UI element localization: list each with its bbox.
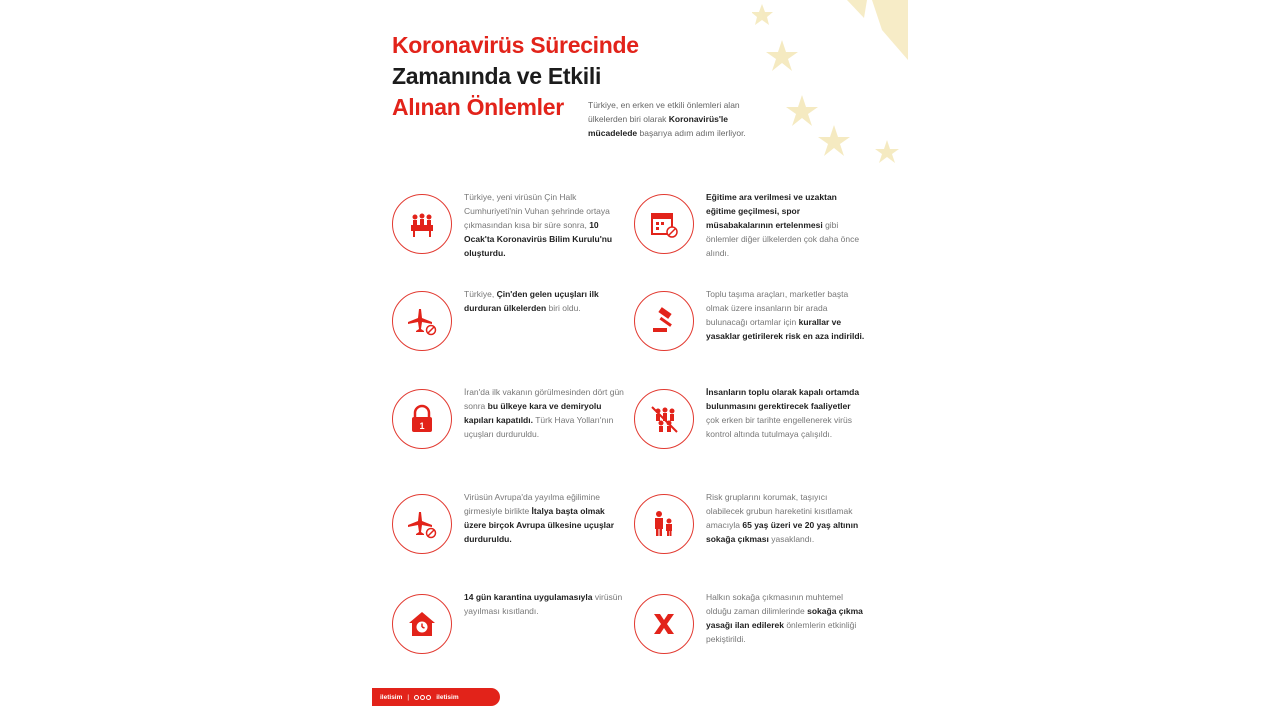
intro-post: başarıya adım adım ilerliyor. bbox=[637, 128, 746, 138]
measure-text-bold: sokağa çıkma yasağı ilan edilerek bbox=[706, 606, 863, 630]
intro-pre: Türkiye, en erken ve etkili önlemleri alan ülkelerden biri olarak bbox=[588, 100, 740, 124]
measure-text bbox=[464, 385, 624, 441]
title-line-2: Zamanında ve Etkili bbox=[392, 63, 602, 89]
measure-text bbox=[464, 190, 624, 260]
measure-text-bold: kurallar ve yasaklar getirilerek risk en aza indirildi. bbox=[706, 317, 865, 341]
plane-ban-icon bbox=[392, 494, 452, 554]
crowd-ban-icon bbox=[634, 389, 694, 449]
title-line-1: Koronavirüs Sürecinde bbox=[392, 32, 639, 58]
measure-text-bold: bu ülkeye kara ve demiryolu kapıları kapatıldı. bbox=[464, 401, 602, 425]
gavel-icon bbox=[634, 291, 694, 351]
lock-icon bbox=[392, 389, 452, 449]
family-icon bbox=[634, 494, 694, 554]
measure-item bbox=[634, 590, 874, 670]
intro-text bbox=[588, 98, 758, 140]
infographic-poster bbox=[372, 0, 908, 720]
calendar-cancel-icon bbox=[634, 194, 694, 254]
measure-text bbox=[706, 287, 866, 343]
measure-item bbox=[634, 287, 874, 367]
measure-text-part: İran'da ilk vakanın görülmesinden dört gün sonra bbox=[464, 387, 624, 411]
measure-text-part: gibi önlemler diğer ülkelerden çok daha önce alındı. bbox=[706, 220, 860, 258]
x-mark-icon bbox=[634, 594, 694, 654]
measure-text-part: Halkın sokağa çıkmasının muhtemel olduğu zaman dilimlerinde bbox=[706, 592, 844, 616]
meeting-icon bbox=[392, 194, 452, 254]
measure-text-bold: İtalya başta olmak üzere birçok Avrupa ülkesine uçuşlar durduruldu. bbox=[464, 506, 615, 544]
measure-item bbox=[392, 385, 632, 465]
measure-text bbox=[706, 590, 866, 646]
measure-text-bold: 10 Ocak'ta Koronavirüs Bilim Kurulu'nu oluşturdu. bbox=[464, 220, 613, 258]
footer-separator: | bbox=[407, 693, 410, 701]
measure-text-part: çok erken bir tarihte engellenerek virüs kontrol altında tutulmaya çalışıldı. bbox=[706, 415, 852, 439]
measure-text bbox=[706, 190, 866, 260]
measure-text-part: Türkiye, bbox=[464, 289, 497, 299]
star-rays-icon bbox=[752, 0, 908, 170]
measure-text bbox=[464, 490, 624, 546]
intro-bold: Koronavirüs'le mücadelede bbox=[588, 114, 728, 138]
measure-text-part: Türkiye, yeni virüsün Çin Halk Cumhuriyeti'nin Vuhan şehrinde ortaya çıkmasından kısa bir süre sonra, bbox=[464, 192, 610, 230]
measure-text bbox=[706, 385, 866, 441]
measure-item bbox=[634, 190, 874, 270]
title-line-3: Alınan Önlemler bbox=[392, 94, 564, 120]
measure-text-bold: İnsanların toplu olarak kapalı ortamda bulunmasını gerektirecek faaliyetler bbox=[706, 387, 860, 411]
measure-text-part: Toplu taşıma araçları, marketler başta olmak üzere insanların bir arada bulunacağı ortamlar için bbox=[706, 289, 849, 327]
measure-item bbox=[392, 190, 632, 270]
home-clock-icon bbox=[392, 594, 452, 654]
measure-item bbox=[392, 590, 632, 670]
measure-item bbox=[634, 490, 874, 570]
measure-text bbox=[706, 490, 866, 546]
footer-left-text: iletisim bbox=[380, 693, 403, 701]
measure-item bbox=[392, 287, 632, 367]
measure-text-part: Virüsün Avrupa'da yayılma eğilimine girmesiyle birlikte bbox=[464, 492, 600, 516]
measure-text-part: Risk gruplarını korumak, taşıyıcı olabilecek grubun hareketini kısıtlamak amacıyla bbox=[706, 492, 853, 530]
plane-ban-icon bbox=[392, 291, 452, 351]
measure-text bbox=[464, 590, 624, 618]
measure-item bbox=[634, 385, 874, 465]
measure-text-bold: 14 gün karantina uygulamasıyla bbox=[464, 592, 593, 602]
measure-text-part: biri oldu. bbox=[546, 303, 581, 313]
measure-text-part: önlemlerin etkinliği pekiştirildi. bbox=[706, 620, 857, 644]
brand-circles-icon bbox=[414, 695, 431, 700]
measure-text-bold: Eğitime ara verilmesi ve uzaktan eğitime geçilmesi, spor müsabakalarının ertelenmesi bbox=[706, 192, 837, 230]
measure-text bbox=[464, 287, 624, 315]
measure-item bbox=[392, 490, 632, 570]
footer-bar bbox=[372, 688, 500, 706]
measure-text-part: Türk Hava Yolları'nın uçuşları durduruldu. bbox=[464, 415, 614, 439]
measure-text-part: virüsün yayılması kısıtlandı. bbox=[464, 592, 623, 616]
footer-right-text: iletisim bbox=[436, 693, 459, 701]
measure-text-bold: 65 yaş üzeri ve 20 yaş altının sokağa çıkması bbox=[706, 520, 859, 544]
measure-text-part: yasaklandı. bbox=[768, 534, 815, 544]
svg-text:1: 1 bbox=[419, 421, 425, 431]
measure-text-bold: Çin'den gelen uçuşları ilk durduran ülkelerden bbox=[464, 289, 599, 313]
